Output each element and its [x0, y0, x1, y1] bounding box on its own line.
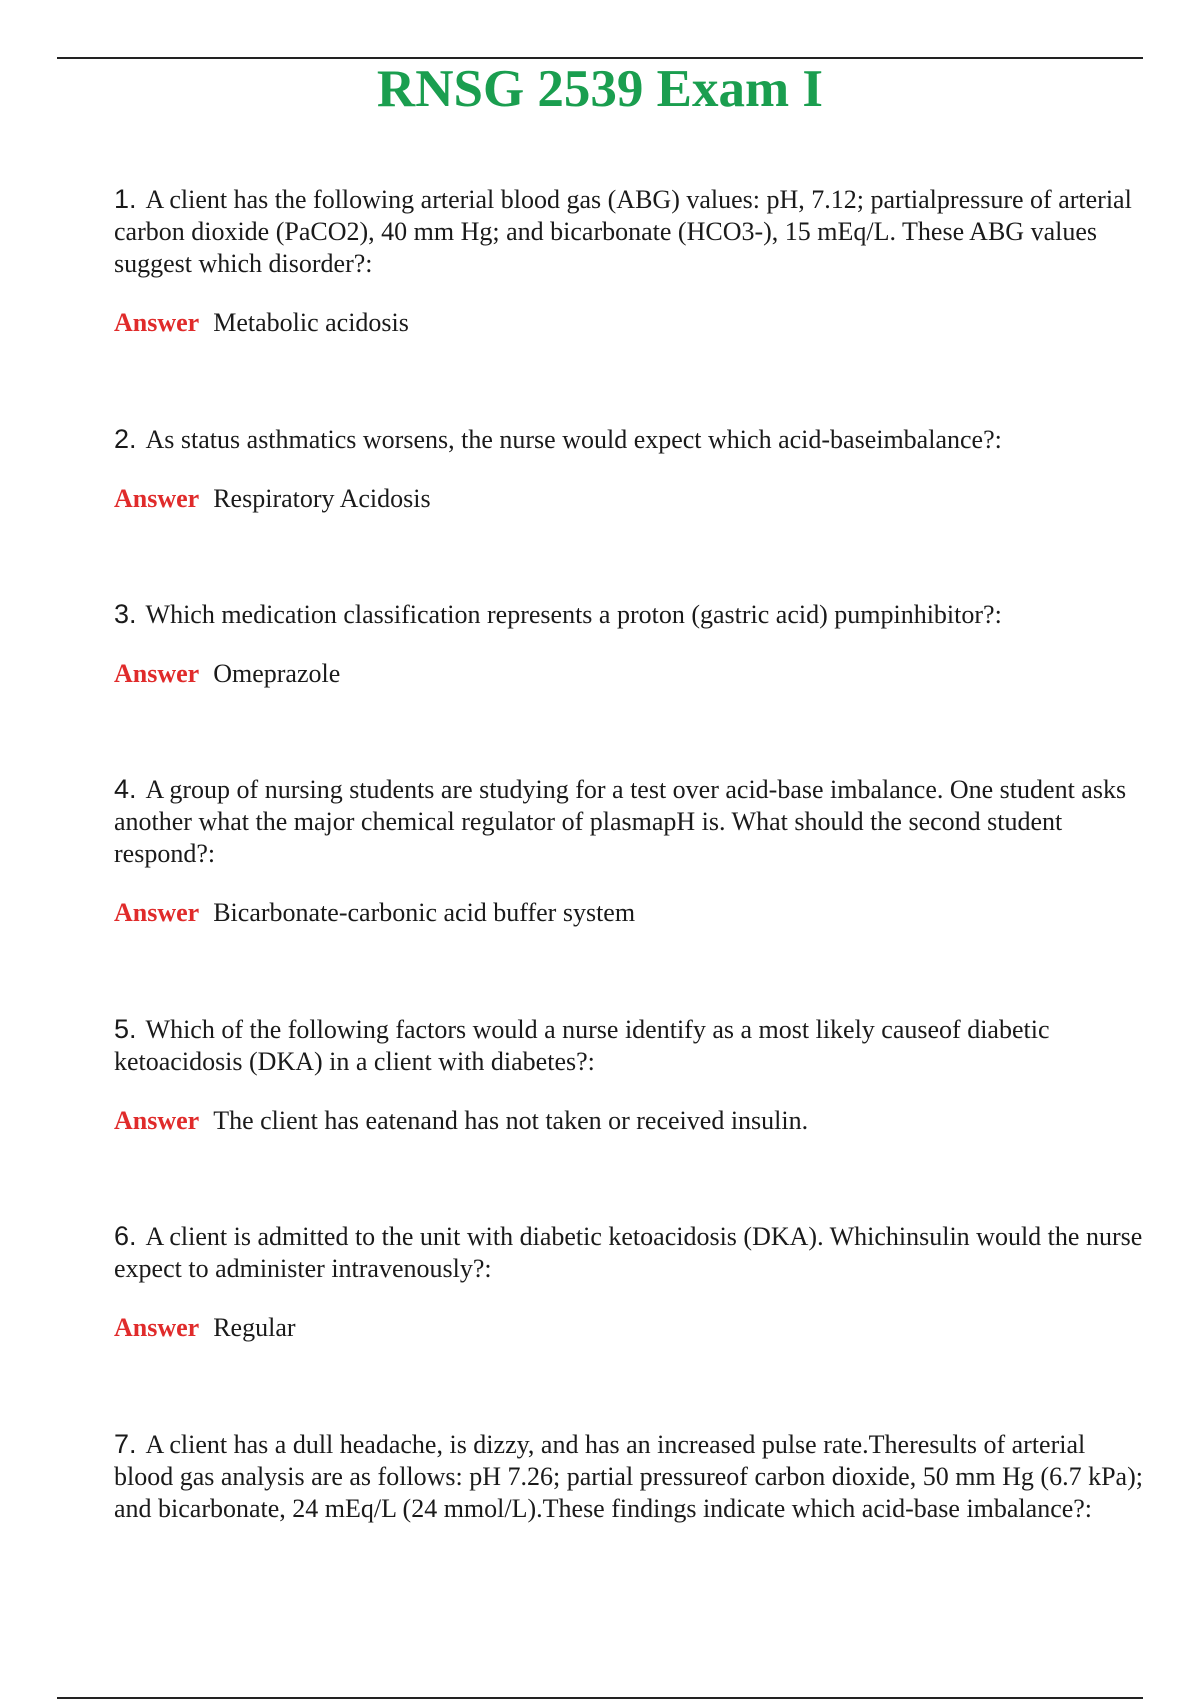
question-body: A client is admitted to the unit with diabetic ketoacidosis (DKA). Whichinsulin would the nurse expect to administer intravenously?: — [114, 1222, 1143, 1283]
question-body: Which of the following factors would a nurse identify as a most likely causeof diabetic ketoacidosis (DKA) in a client with diabetes?: — [114, 1015, 1050, 1076]
question-item-5 — [114, 1013, 1144, 1137]
page-title: RNSG 2539 Exam I — [376, 60, 824, 118]
answer-row — [114, 1105, 1144, 1137]
question-number: 5. — [114, 1014, 137, 1044]
question-number: 2. — [114, 424, 137, 454]
question-item-7 — [114, 1428, 1144, 1525]
answer-label: Answer — [114, 484, 200, 513]
answer-label: Answer — [114, 308, 200, 337]
question-body: A client has a dull headache, is dizzy, and has an increased pulse rate.Theresults of arterial blood gas analysis are as follows: pH 7.26; partial pressureof carbon dioxide, 50 mm Hg (6.7 kPa); and bicarbonate, 24 mEq/L (24 mmol/L).These findings indicate which acid-base imbalance?: — [114, 1430, 1143, 1523]
answer-row — [114, 307, 1144, 339]
question-number: 1. — [114, 184, 137, 214]
question-body: A group of nursing students are studying for a test over acid-base imbalance. One student asks another what the major chemical regulator of plasmapH is. What should the second student respond?: — [114, 775, 1127, 868]
answer-text: Bicarbonate-carbonic acid buffer system — [213, 898, 636, 927]
question-item-2 — [114, 423, 1144, 515]
question-number: 6. — [114, 1221, 137, 1251]
answer-text: The client has eatenand has not taken or received insulin. — [213, 1106, 809, 1135]
question-text — [114, 598, 1144, 631]
question-text — [114, 1428, 1144, 1525]
answer-label: Answer — [114, 1106, 200, 1135]
bottom-rule — [57, 1697, 1143, 1699]
question-item-6 — [114, 1220, 1144, 1344]
question-body: As status asthmatics worsens, the nurse would expect which acid-baseimbalance?: — [145, 425, 1002, 454]
question-item-4 — [114, 773, 1144, 929]
question-item-3 — [114, 598, 1144, 690]
answer-row — [114, 1312, 1144, 1344]
answer-text: Omeprazole — [213, 659, 341, 688]
question-number: 3. — [114, 599, 137, 629]
answer-row — [114, 658, 1144, 690]
question-number: 7. — [114, 1429, 137, 1459]
answer-text: Metabolic acidosis — [213, 308, 409, 337]
question-text — [114, 1013, 1144, 1078]
question-body: A client has the following arterial blood gas (ABG) values: pH, 7.12; partialpressure of arterial carbon dioxide (PaCO2), 40 mm Hg; and bicarbonate (HCO3-), 15 mEq/L. These ABG values suggest which disorder?: — [114, 185, 1132, 278]
question-text — [114, 773, 1144, 870]
answer-label: Answer — [114, 659, 200, 688]
answer-row — [114, 483, 1144, 515]
answer-text: Respiratory Acidosis — [213, 484, 431, 513]
question-number: 4. — [114, 774, 137, 804]
question-item-1 — [114, 183, 1144, 339]
question-list — [114, 183, 1144, 1525]
answer-row — [114, 897, 1144, 929]
question-text — [114, 1220, 1144, 1285]
question-body: Which medication classification represents a proton (gastric acid) pumpinhibitor?: — [145, 600, 1002, 629]
question-text — [114, 423, 1144, 456]
answer-label: Answer — [114, 1313, 200, 1342]
answer-label: Answer — [114, 898, 200, 927]
question-text — [114, 183, 1144, 280]
answer-text: Regular — [213, 1313, 296, 1342]
